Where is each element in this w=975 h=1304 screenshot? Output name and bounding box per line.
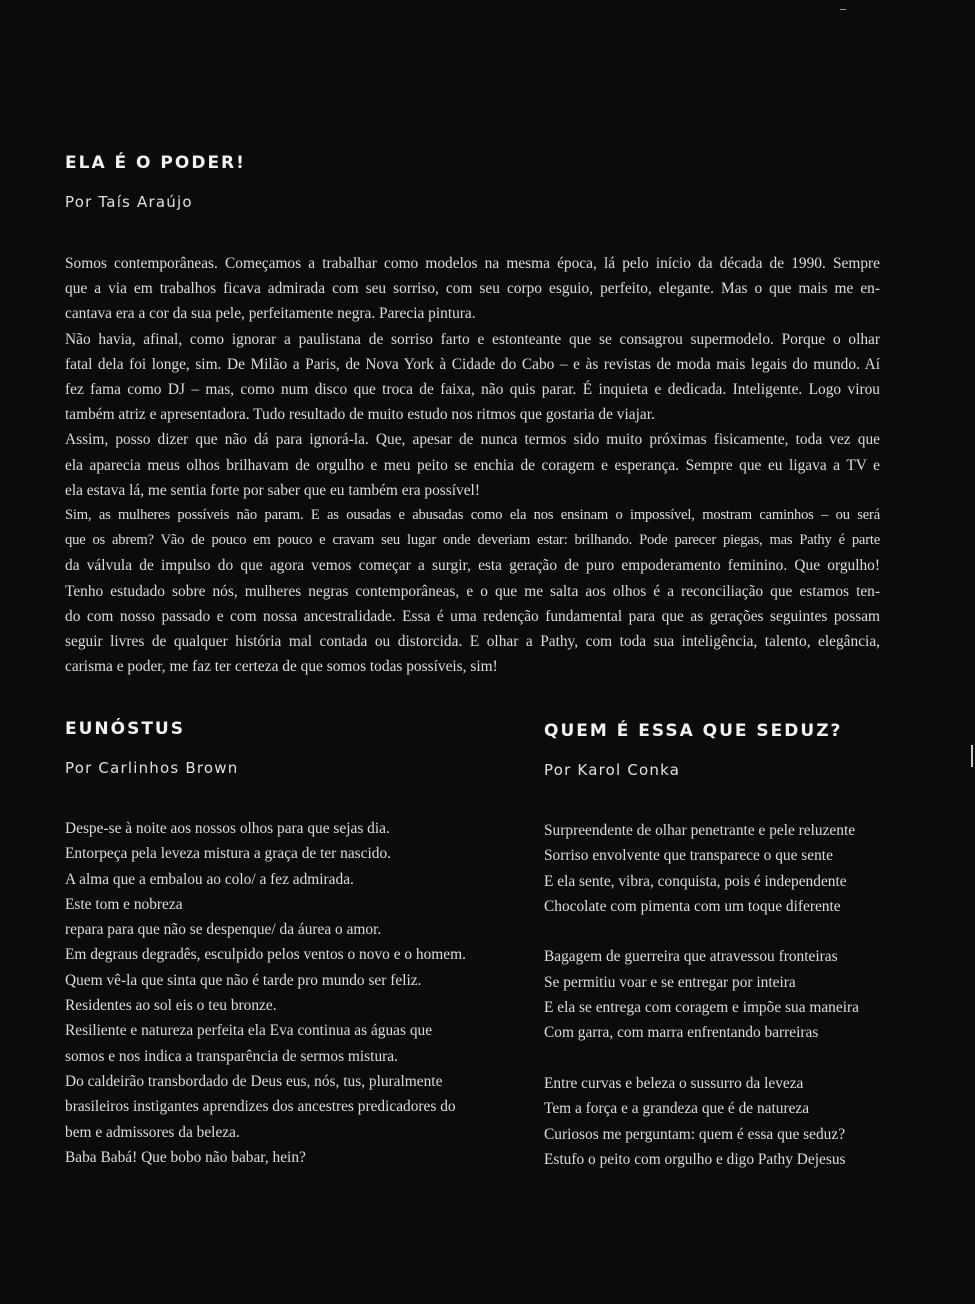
- poem-line: Chocolate com pimenta com um toque diferente: [544, 897, 841, 915]
- poem-line: Entre curvas e beleza o sussurro da leveza: [544, 1074, 804, 1092]
- body-line: Tenho estudado sobre nós, mulheres negras contemporâneas, e o que me salta aos olhos é a reconciliação que estamos ten-: [65, 582, 880, 600]
- article-title-ela-e-o-poder: ELA É O PODER!: [65, 153, 246, 173]
- body-line: fez fama como DJ – mas, como num disco que troca de faixa, não quis parar. É inquieta e dedicada. Inteligente. Logo virou: [65, 381, 880, 399]
- poem-line: Em degraus degradês, esculpido pelos ventos o novo e o homem.: [65, 946, 466, 964]
- body-line: Assim, posso dizer que não dá para ignorá-la. Que, apesar de nunca termos sido muito próximas fisicamente, toda vez que: [65, 431, 880, 449]
- article-title-quem-e-essa-que-seduz: QUEM É ESSA QUE SEDUZ?: [544, 721, 843, 741]
- poem-stanza: [544, 1071, 944, 1172]
- poem-line: Tem a força e a grandeza que é de natureza: [544, 1100, 810, 1118]
- poem-line: Baba Babá! Que bobo não babar, hein?: [65, 1148, 306, 1166]
- body-line: ela estava lá, me sentia forte por saber que eu também era possível!: [65, 481, 480, 499]
- page-edge-mark: [971, 745, 973, 767]
- body-line: da válvula de impulso do que agora vemos começar a surgir, esta geração de puro empoderamento feminino. Que orgulho!: [65, 557, 880, 575]
- poem-line: Quem vê-la que sinta que não é tarde pro mundo ser feliz.: [65, 971, 422, 989]
- body-line: Somos contemporâneas. Começamos a trabalhar como modelos na mesma época, lá pelo início da década de 1990. Sempre: [65, 255, 880, 272]
- poem-line: Bagagem de guerreira que atravessou fronteiras: [544, 948, 838, 966]
- body-line: fatal dela foi longe, sim. De Milão a Paris, de Nova York à Cidade do Cabo – e às revistas de moda mais legais do mundo. Aí: [65, 355, 880, 373]
- article-byline-carlinhos-brown: Por Carlinhos Brown: [65, 759, 239, 777]
- poem-line: Surpreendente de olhar penetrante e pele reluzente: [544, 822, 856, 839]
- article-body-ela-e-o-poder: [65, 251, 880, 679]
- poem-line: Se permitiu voar e se entregar por inteira: [544, 973, 796, 991]
- poem-line: Com garra, com marra enfrentando barreiras: [544, 1024, 819, 1042]
- poem-line: Sorriso envolvente que transparece o que sente: [544, 847, 833, 865]
- poem-stanza: [544, 818, 944, 919]
- body-line: carisma e poder, me faz ter certeza de que somos todas possíveis, sim!: [65, 658, 498, 676]
- article-body-quem-e-essa-que-seduz: [544, 818, 944, 1172]
- scan-speck: [840, 9, 846, 10]
- poem-line: brasileiros instigantes aprendizes dos ancestres predicadores do: [65, 1098, 456, 1116]
- poem-line: repara para que não se despenque/ da áurea o amor.: [65, 921, 382, 939]
- body-line: Sim, as mulheres possíveis não param. E as ousadas e abusadas como ela nos ensinam o impossível, mostram caminhos – ou será: [65, 507, 880, 524]
- poem-line: Residentes ao sol eis o teu bronze.: [65, 997, 277, 1015]
- poem-line: Despe-se à noite aos nossos olhos para que sejas dia.: [65, 820, 390, 837]
- poem-line: Resiliente e natureza perfeita ela Eva continua as águas que: [65, 1022, 433, 1040]
- body-line: seguir livres de qualquer história mal contada ou distorcida. E olhar a Pathy, com toda sua inteligência, talento, elegância,: [65, 633, 880, 651]
- article-body-eunostus: [65, 816, 485, 1170]
- article-byline-tais-araujo: Por Taís Araújo: [65, 193, 193, 211]
- poem-line: E ela se entrega com coragem e impõe sua maneira: [544, 999, 859, 1017]
- article-byline-karol-conka: Por Karol Conka: [544, 761, 681, 779]
- poem-line: somos e nos indica a transparência de sermos mistura.: [65, 1047, 398, 1065]
- body-line: que os abrem? Vão de pouco em pouco e cravam seu lugar onde deveriam estar: brilhando. Pode parecer piegas, mas Pathy é parte: [65, 532, 880, 549]
- poem-line: A alma que a embalou ao colo/ a fez admirada.: [65, 870, 354, 888]
- poem-line: Do caldeirão transbordado de Deus eus, nós, tus, pluralmente: [65, 1072, 443, 1090]
- body-line: do com nosso passado e com nossa ancestralidade. Essa é uma redenção fundamental para que as gerações seguintes possam: [65, 607, 880, 625]
- body-line: também atriz e apresentadora. Tudo resultado de muito estudo nos ritmos que gostaria de viajar.: [65, 406, 655, 424]
- poem-line: Entorpeça pela leveza mistura a graça de ter nascido.: [65, 845, 392, 863]
- poem-stanza: [544, 944, 944, 1045]
- body-line: ela aparecia meus olhos brilhavam de orgulho e meu peito se enchia de coragem e esperança. Sempre que eu ligava a TV e: [65, 456, 880, 474]
- article-title-eunostus: EUNÓSTUS: [65, 719, 185, 739]
- poem-line: bem e admissores da beleza.: [65, 1123, 240, 1141]
- poem-line: Estufo o peito com orgulho e digo Pathy Dejesus: [544, 1150, 846, 1168]
- body-line: cantava era a cor da sua pele, perfeitamente negra. Parecia pintura.: [65, 305, 476, 323]
- poem-line: E ela sente, vibra, conquista, pois é independente: [544, 872, 847, 890]
- body-line: Não havia, afinal, como ignorar a paulistana de sorriso farto e estonteante que se consagrou supermodelo. Porque o olhar: [65, 330, 880, 348]
- poem-line: Curiosos me perguntam: quem é essa que seduz?: [544, 1125, 846, 1143]
- poem-line: Este tom e nobreza: [65, 895, 183, 913]
- body-line: que a via em trabalhos ficava admirada com seu sorriso, com seu corpo esguio, perfeito, elegante. Mas o que mais me en-: [65, 280, 880, 298]
